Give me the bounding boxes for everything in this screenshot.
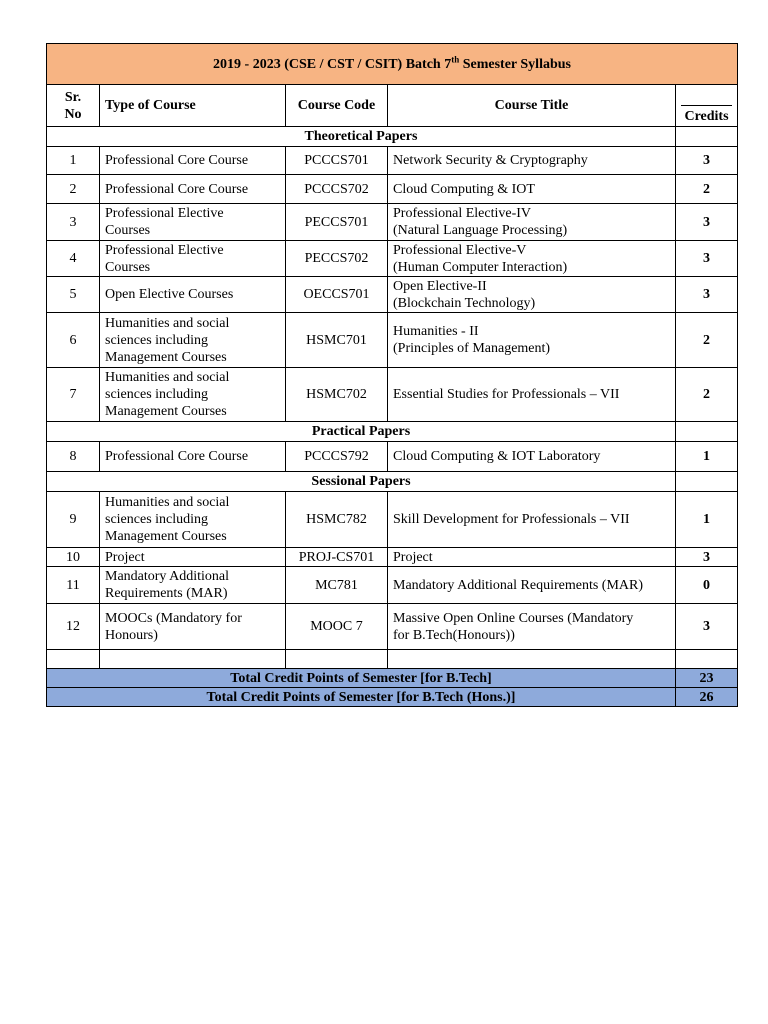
header-sr-no: Sr. No <box>47 85 100 127</box>
credits-cell: 0 <box>676 567 738 604</box>
section-heading: Practical Papers <box>47 422 676 442</box>
course-title-line: for B.Tech(Honours)) <box>393 627 515 643</box>
table-row <box>47 604 738 650</box>
credits-cell: 3 <box>676 204 738 241</box>
course-type-line: sciences including <box>105 332 209 348</box>
total-row <box>47 688 738 707</box>
course-type-line: Professional Elective <box>105 206 224 221</box>
course-title-cell <box>388 492 676 548</box>
course-type-cell <box>100 567 286 604</box>
course-type-line: Professional Core Course <box>105 153 249 168</box>
page-title: 2019 - 2023 (CSE / CST / CSIT) Batch 7th Semester Syllabus <box>47 44 738 85</box>
course-title-cell <box>388 241 676 277</box>
table-row <box>47 277 738 313</box>
course-type-line: Open Elective Courses <box>105 287 234 302</box>
course-title-line: Massive Open Online Courses (Mandatory <box>393 610 634 626</box>
course-title-cell <box>388 277 676 313</box>
course-type-line: sciences including <box>105 387 209 402</box>
course-type-cell <box>100 175 286 204</box>
course-type-line: Courses <box>105 259 151 275</box>
course-title-cell <box>388 175 676 204</box>
course-title-line: Humanities - II <box>393 324 479 339</box>
empty-cell <box>676 650 738 669</box>
course-title-line: Skill Development for Professionals – VII <box>393 512 630 527</box>
total-label: Total Credit Points of Semester [for B.Tech] <box>47 669 676 688</box>
course-title-cell <box>388 147 676 175</box>
credits-cell: 3 <box>676 241 738 277</box>
credits-cell: 1 <box>676 442 738 472</box>
course-title-cell <box>388 604 676 650</box>
sr-no-cell: 6 <box>47 313 100 368</box>
sr-no-cell: 4 <box>47 241 100 277</box>
course-title-line: Essential Studies for Professionals – VII <box>393 387 620 402</box>
table-row <box>47 241 738 277</box>
header-credits: Credits <box>676 85 738 127</box>
course-type-line: Humanities and social <box>105 370 230 385</box>
course-code-cell: PCCCS701 <box>286 147 388 175</box>
section-heading: Theoretical Papers <box>47 127 676 147</box>
course-type-line: Humanities and social <box>105 315 230 331</box>
syllabus-table <box>46 43 738 707</box>
course-code-cell: OECCS701 <box>286 277 388 313</box>
course-type-line: Management Courses <box>105 349 227 365</box>
course-title-cell <box>388 548 676 567</box>
course-type-line: Professional Elective <box>105 242 224 258</box>
title-row <box>47 44 738 85</box>
sr-no-cell: 12 <box>47 604 100 650</box>
course-title-line: Professional Elective-IV <box>393 206 532 221</box>
sr-no-cell: 3 <box>47 204 100 241</box>
section-row-sessional <box>47 472 738 492</box>
credits-cell: 3 <box>676 147 738 175</box>
course-title-line: Cloud Computing & IOT Laboratory <box>393 449 601 464</box>
course-type-cell <box>100 604 286 650</box>
course-type-line: Honours) <box>105 627 158 643</box>
course-code-cell: PECCS701 <box>286 204 388 241</box>
table-row <box>47 567 738 604</box>
sr-no-cell: 7 <box>47 368 100 422</box>
course-type-cell <box>100 147 286 175</box>
course-type-line: Project <box>105 549 145 565</box>
header-type-of-course: Type of Course <box>100 85 286 127</box>
credits-cell: 2 <box>676 368 738 422</box>
sr-no-cell: 2 <box>47 175 100 204</box>
course-title-line: (Natural Language Processing) <box>393 223 568 238</box>
table-row <box>47 548 738 567</box>
header-course-code: Course Code <box>286 85 388 127</box>
course-type-line: Management Courses <box>105 404 227 419</box>
section-row-practical <box>47 422 738 442</box>
course-title-cell <box>388 442 676 472</box>
course-type-line: Management Courses <box>105 529 227 544</box>
course-type-cell <box>100 313 286 368</box>
section-credits-blank <box>676 422 738 442</box>
total-value: 23 <box>676 669 738 688</box>
course-title-line: Open Elective-II <box>393 278 487 294</box>
course-title-line: Mandatory Additional Requirements (MAR) <box>393 577 644 593</box>
course-type-cell <box>100 368 286 422</box>
course-code-cell: MOOC 7 <box>286 604 388 650</box>
course-title-cell <box>388 567 676 604</box>
sr-no-cell: 10 <box>47 548 100 567</box>
course-title-line: Network Security & Cryptography <box>393 153 588 168</box>
section-credits-blank <box>676 127 738 147</box>
credits-cell: 1 <box>676 492 738 548</box>
course-title-cell <box>388 204 676 241</box>
empty-row <box>47 650 738 669</box>
sr-no-cell: 11 <box>47 567 100 604</box>
course-title-line: Professional Elective-V <box>393 242 527 258</box>
total-row <box>47 669 738 688</box>
table-row <box>47 147 738 175</box>
table-row <box>47 204 738 241</box>
course-type-line: Professional Core Course <box>105 181 249 197</box>
section-credits-blank <box>676 472 738 492</box>
course-code-cell: HSMC701 <box>286 313 388 368</box>
sr-no-cell: 9 <box>47 492 100 548</box>
table-row <box>47 175 738 204</box>
header-row <box>47 85 738 127</box>
empty-cell <box>100 650 286 669</box>
course-type-cell <box>100 442 286 472</box>
course-type-cell <box>100 241 286 277</box>
course-title-line: Cloud Computing & IOT <box>393 181 535 197</box>
course-code-cell: PROJ-CS701 <box>286 548 388 567</box>
credits-cell: 3 <box>676 604 738 650</box>
course-title-cell <box>388 313 676 368</box>
course-title-line: (Principles of Management) <box>393 341 551 356</box>
sr-no-cell: 1 <box>47 147 100 175</box>
course-type-line: Humanities and social <box>105 495 230 510</box>
course-type-line: Mandatory Additional <box>105 569 230 584</box>
course-code-cell: HSMC782 <box>286 492 388 548</box>
credits-cell: 3 <box>676 277 738 313</box>
total-label: Total Credit Points of Semester [for B.Tech (Hons.)] <box>47 688 676 707</box>
credits-cell: 2 <box>676 175 738 204</box>
course-title-cell <box>388 368 676 422</box>
course-type-line: Professional Core Course <box>105 449 249 464</box>
header-course-title: Course Title <box>388 85 676 127</box>
course-type-line: Courses <box>105 223 151 238</box>
course-type-cell <box>100 548 286 567</box>
course-type-cell <box>100 492 286 548</box>
section-heading: Sessional Papers <box>47 472 676 492</box>
course-title-line: (Human Computer Interaction) <box>393 259 568 275</box>
credits-cell: 2 <box>676 313 738 368</box>
course-code-cell: PECCS702 <box>286 241 388 277</box>
course-code-cell: HSMC702 <box>286 368 388 422</box>
table-row <box>47 442 738 472</box>
table-row <box>47 492 738 548</box>
course-type-cell <box>100 204 286 241</box>
course-code-cell: PCCCS792 <box>286 442 388 472</box>
table-row <box>47 313 738 368</box>
sr-no-cell: 5 <box>47 277 100 313</box>
course-type-line: Requirements (MAR) <box>105 586 228 601</box>
section-row-theoretical <box>47 127 738 147</box>
sr-no-cell: 8 <box>47 442 100 472</box>
empty-cell <box>47 650 100 669</box>
credits-cell: 3 <box>676 548 738 567</box>
empty-cell <box>388 650 676 669</box>
empty-cell <box>286 650 388 669</box>
course-type-cell <box>100 277 286 313</box>
course-code-cell: MC781 <box>286 567 388 604</box>
total-value: 26 <box>676 688 738 707</box>
table-row <box>47 368 738 422</box>
course-title-line: Project <box>393 549 433 565</box>
course-code-cell: PCCCS702 <box>286 175 388 204</box>
course-type-line: sciences including <box>105 512 209 527</box>
course-type-line: MOOCs (Mandatory for <box>105 610 242 626</box>
course-title-line: (Blockchain Technology) <box>393 295 536 311</box>
